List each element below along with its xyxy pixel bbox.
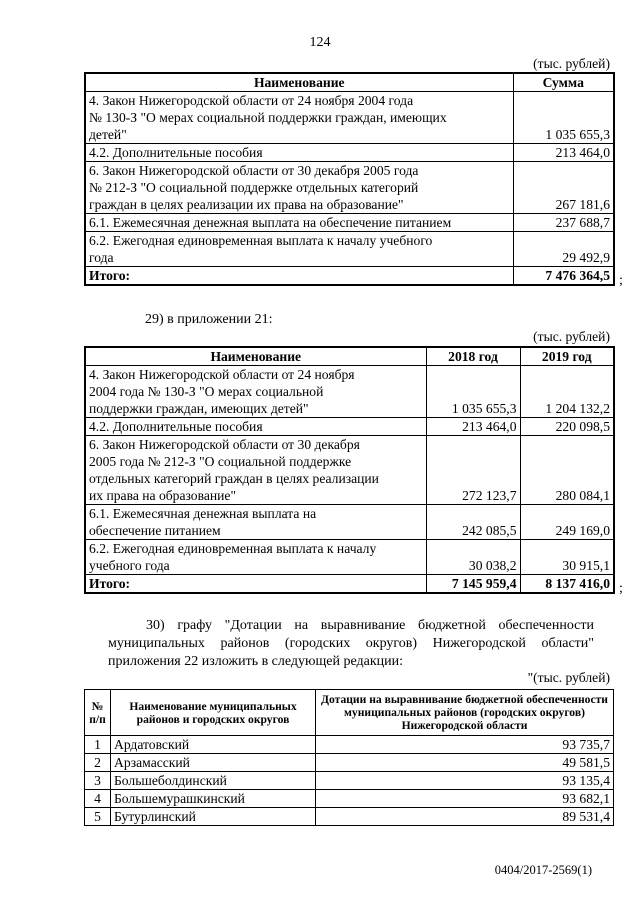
row-2019: 1 204 132,2 [520,366,614,418]
table2-end-mark: ; [619,581,623,596]
table1-unit: (тыс. рублей) [533,56,610,71]
name-line: № 212-З "О социальной поддержке отдельных категорий [89,180,419,195]
total-label: Итого: [85,575,426,594]
row-2018: 213 464,0 [426,418,520,436]
table-row [85,162,614,214]
name-line: детей" [89,127,127,142]
table-row [85,808,614,826]
row-2019: 30 915,1 [520,540,614,575]
row-name [85,540,426,575]
row-2019: 220 098,5 [520,418,614,436]
name-line: граждан в целях реализации их права на образование" [89,197,404,212]
row-amount: 49 581,5 [316,754,614,772]
row-number: 2 [85,754,111,772]
name-line: 2004 года № 130-З "О мерах социальной [89,384,324,399]
row-name: Большеболдинский [111,772,316,790]
row-name [85,92,513,144]
name-line: 4. Закон Нижегородской области от 24 ноября 2004 года [89,93,414,108]
row-number: 5 [85,808,111,826]
total-label: Итого: [85,267,513,286]
name-line: № 130-З "О мерах социальной поддержки граждан, имеющих [89,110,447,125]
table1 [84,72,615,286]
total-row [85,267,614,286]
name-line: 4.2. Дополнительные пособия [89,145,263,160]
table1-end-mark: ; [619,273,623,288]
table3 [84,689,614,826]
table3-header-number: № п/п [85,690,111,736]
name-line: 6. Закон Нижегородской области от 30 декабря 2005 года [89,163,419,178]
name-line: 4.2. Дополнительные пособия [89,419,263,434]
row-amount: 29 492,9 [513,232,614,267]
table-row [85,754,614,772]
table1-header-name: Наименование [85,73,513,92]
paragraph-29: 29) в приложении 21: [145,312,273,327]
table3-unit: "(тыс. рублей) [527,670,610,685]
total-amount: 7 476 364,5 [513,267,614,286]
table2-header-name: Наименование [85,347,426,366]
table-row [85,232,614,267]
table-row [85,144,614,162]
table2 [84,346,615,594]
row-amount: 237 688,7 [513,214,614,232]
table-row [85,214,614,232]
table-row [85,772,614,790]
name-line: 6.2. Ежегодная единовременная выплата к началу учебного [89,233,433,248]
row-name: Бутурлинский [111,808,316,826]
row-name [85,162,513,214]
row-number: 1 [85,736,111,754]
row-2018: 1 035 655,3 [426,366,520,418]
name-line: обеспечение питанием [89,523,221,538]
row-number: 4 [85,790,111,808]
table-row [85,736,614,754]
name-line: 6.2. Ежегодная единовременная выплата к началу [89,541,377,556]
table-row [85,540,614,575]
name-line: 6. Закон Нижегородской области от 30 декабря [89,437,360,452]
row-name [85,505,426,540]
row-name [85,366,426,418]
table2-header-2018: 2018 год [426,347,520,366]
row-name: Большемурашкинский [111,790,316,808]
footer-code: 0404/2017-2569(1) [494,863,592,877]
name-line: 4. Закон Нижегородской области от 24 ноября [89,367,355,382]
row-amount: 1 035 655,3 [513,92,614,144]
row-name [85,214,513,232]
row-2019: 280 084,1 [520,436,614,505]
row-amount: 213 464,0 [513,144,614,162]
total-2018: 7 145 959,4 [426,575,520,594]
total-2019: 8 137 416,0 [520,575,614,594]
table3-header-amount: Дотации на выравнивание бюджетной обеспеченности муниципальных районов (городских округов) Нижегородской области [316,690,614,736]
row-2018: 242 085,5 [426,505,520,540]
name-line: года [89,250,114,265]
name-line: учебного года [89,558,170,573]
name-line: 6.1. Ежемесячная денежная выплата на обеспечение питанием [89,215,452,230]
name-line: отдельных категорий граждан в целях реализации [89,471,379,486]
row-amount: 267 181,6 [513,162,614,214]
table-row [85,366,614,418]
row-2018: 272 123,7 [426,436,520,505]
name-line: поддержки граждан, имеющих детей" [89,401,309,416]
row-name [85,436,426,505]
row-amount: 93 735,7 [316,736,614,754]
table-row [85,436,614,505]
row-name [85,232,513,267]
name-line: 6.1. Ежемесячная денежная выплата на [89,506,317,521]
name-line: 2005 года № 212-З "О социальной поддержке [89,454,352,469]
row-name [85,144,513,162]
row-amount: 93 135,4 [316,772,614,790]
page-number: 124 [309,35,331,50]
table2-header-2019: 2019 год [520,347,614,366]
row-name: Ардатовский [111,736,316,754]
table-row [85,92,614,144]
total-row [85,575,614,594]
row-number: 3 [85,772,111,790]
row-2018: 30 038,2 [426,540,520,575]
row-name: Арзамасский [111,754,316,772]
row-name [85,418,426,436]
table-row [85,790,614,808]
table3-header-name: Наименование муниципальных районов и городских округов [111,690,316,736]
paragraph-30: 30) графу "Дотации на выравнивание бюджетной обеспеченности муниципальных районов (городских округов) Нижегородской области" приложения 22 изложить в следующей редакции: [108,618,594,669]
table2-unit: (тыс. рублей) [533,329,610,344]
row-2019: 249 169,0 [520,505,614,540]
table-row [85,418,614,436]
table-row [85,505,614,540]
row-amount: 93 682,1 [316,790,614,808]
row-amount: 89 531,4 [316,808,614,826]
table1-header-amount: Сумма [513,73,614,92]
name-line: их права на образование" [89,488,236,503]
